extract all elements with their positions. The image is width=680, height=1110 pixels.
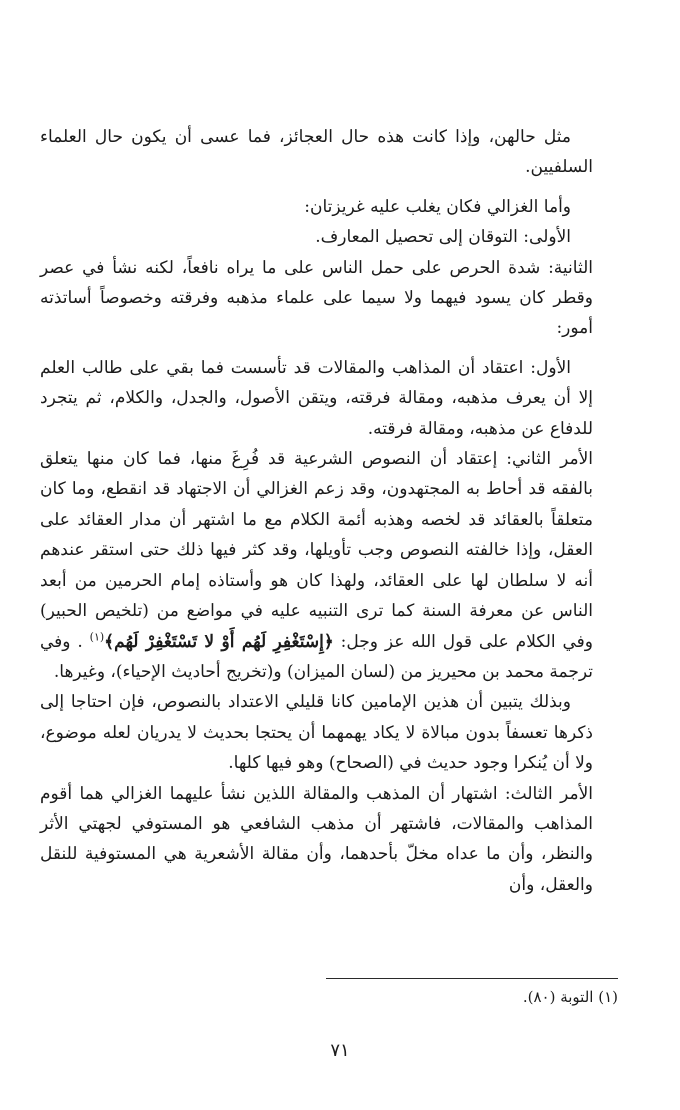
footnote-separator-rule	[326, 978, 618, 979]
main-text-body	[40, 122, 593, 900]
quran-verse: ﴿إِسْتَغْفِرِ لَهُم أَوْ لا تَسْتَغْفِرْ لَهُم﴾	[104, 631, 334, 652]
footnote-reference-marker[interactable]: (١)	[89, 629, 105, 643]
paragraph-3: الأولى: التوقان إلى تحصيل المعارف.	[315, 227, 571, 248]
paragraph-8: الأمر الثالث: اشتهار أن المذهب والمقالة اللذين نشأ عليهما الغزالي هما أقوم المذاهب والمقالات، فاشتهر أن مذهب الشافعي هو المستوفي لجهتي الأثر والنظر، وأن ما عداه مخلّ بأحدهما، وأن مقالة الأشعرية هي المستوفية للنقل والعقل، وأن	[40, 783, 593, 895]
paragraph-6-text-before: الأمر الثاني: إعتقاد أن النصوص الشرعية قد فُرِغَ منها، فما كان منها يتعلق بالفقه قد أحاط به المجتهدون، وقد زعم الغزالي أن الاجتهاد قد انقطع، وما كان متعلقاً بالعقائد قد لخصه وهذبه أئمة الكلام مع ما اشتهر أن مدار العقائد على العقل، وإذا خالفته النصوص وجب تأويلها، وقد كثر فيها ذلك حتى استقر عندهم أنه لا سلطان لها على العقائد، ولهذا كان هو وأستاذه إمام الحرمين من أبعد الناس عن معرفة السنة كما ترى التنبيه عليه في مواضع من (تلخيص الحبير) وفي الكلام على قول الله عز وجل:	[40, 449, 594, 652]
paragraph-2: وأما الغزالي فكان يغلب عليه غريزتان:	[304, 196, 571, 217]
footnote: (١) التوبة (٨٠).	[522, 988, 618, 1006]
paragraph-1: مثل حالهن، وإذا كانت هذه حال العجائز، فما عسى أن يكون حال العلماء السلفيين.	[40, 127, 593, 178]
paragraph-6	[40, 444, 593, 687]
paragraph-6-text-after: . وفي ترجمة محمد بن محيريز من (لسان الميزان) و(تخريج أحاديث الإحياء)، وغيرها.	[40, 631, 593, 682]
page-number: ٧١	[330, 1040, 350, 1061]
paragraph-7: وبذلك يتبين أن هذين الإمامين كانا قليلي الاعتداد بالنصوص، فإن احتاجا إلى ذكرها تعسفاً بدون مبالاة لا يكاد يهمهما أن يحتجا بحديث لا يدريان لعله موضوع، ولا أن يُنكرا وجود حديث في (الصحاح) وهو فيها كلها.	[40, 692, 593, 774]
paragraph-4: الثانية: شدة الحرص على حمل الناس على ما يراه نافعاً، لكنه نشأ في عصر وقطر كان يسود فيهما ولا سيما على علماء مذهبه وفرقته وخصوصاً أساتذته أمور:	[40, 257, 593, 339]
paragraph-5: الأول: اعتقاد أن المذاهب والمقالات قد تأسست فما بقي على طالب العلم إلا أن يعرف مذهبه، ومقالة فرقته، ويتقن الأصول، والجدل، والكلام، ثم يتجرد للدفاع عن مذهبه، ومقالة فرقته.	[40, 357, 593, 439]
